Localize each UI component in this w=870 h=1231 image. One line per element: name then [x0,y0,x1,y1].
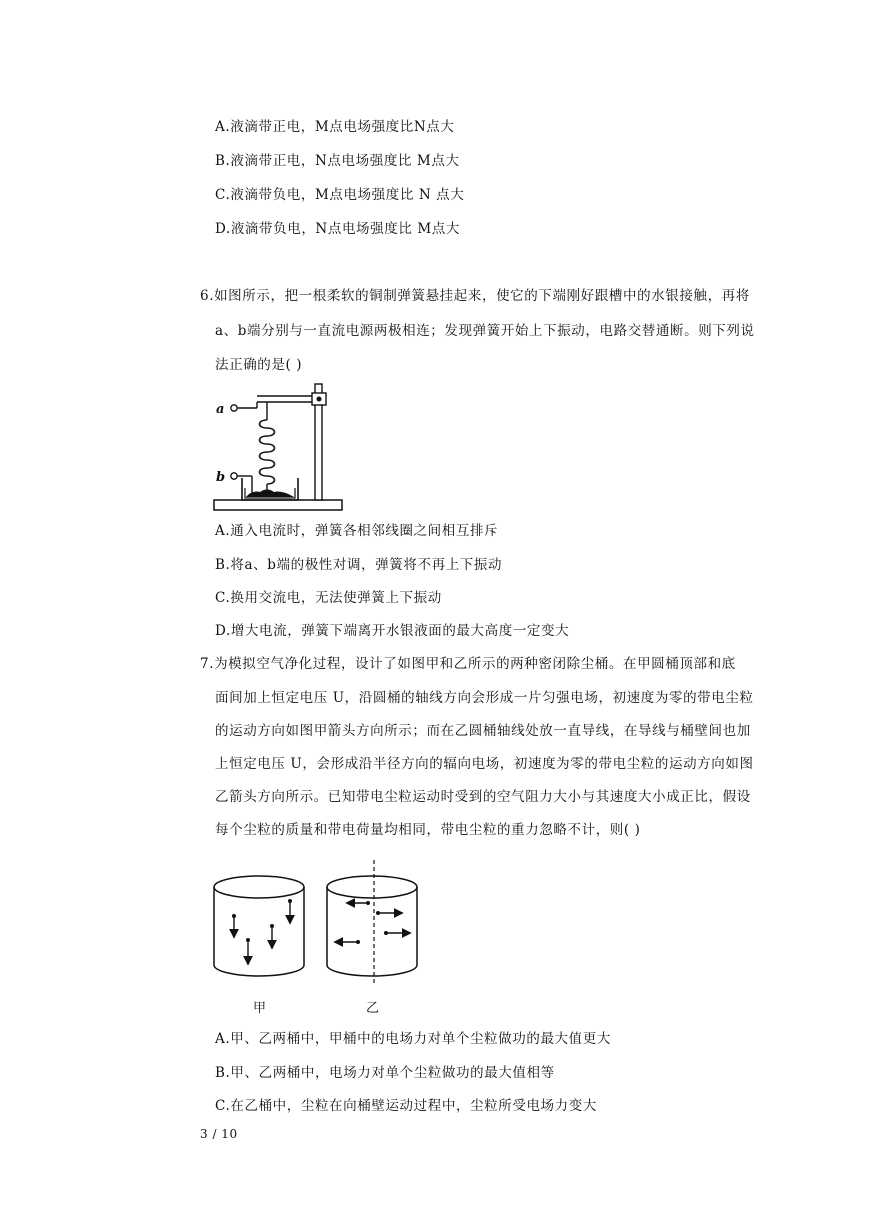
q7-stem-line-2: 面间加上恒定电压 U，沿圆桶的轴线方向会形成一片匀强电场，初速度为零的带电尘粒 [215,690,754,706]
q7-option-b: B.甲、乙两桶中，电场力对单个尘粒做功的最大值相等 [215,1065,555,1081]
dust-bucket-figures [210,860,430,985]
q7-stem-line-4: 上恒定电压 U，会形成沿半径方向的辐向电场，初速度为零的带电尘粒的运动方向如图 [215,756,754,772]
bucket-yi [327,860,417,985]
q6-option-c: C.换用交流电，无法使弹簧上下振动 [215,590,442,606]
bucket-jia [214,876,304,976]
figure-caption-jia: 甲 [253,1001,267,1016]
q6-stem-line-3: 法正确的是( ) [215,357,303,373]
q7-stem-line-1: 7.为模拟空气净化过程，设计了如图甲和乙所示的两种密闭除尘桶。在甲圆桶顶部和底 [200,656,736,672]
q6-option-b: B.将a、b端的极性对调，弹簧将不再上下振动 [215,557,503,573]
q6-option-a: A.通入电流时，弹簧各相邻线圈之间相互排斥 [215,523,499,539]
terminal-label-b: b [216,470,226,485]
q7-stem-line-6: 每个尘粒的质量和带电荷量均相同，带电尘粒的重力忽略不计，则( ) [215,822,641,838]
q7-option-c: C.在乙桶中，尘粒在向桶壁运动过程中，尘粒所受电场力变大 [215,1098,597,1114]
q7-stem-line-5: 乙箭头方向所示。已知带电尘粒运动时受到的空气阻力大小与其速度大小成正比，假设 [215,789,751,805]
figure-caption-yi: 乙 [366,1001,380,1016]
terminal-label-a: a [216,402,225,417]
q6-stem-line-1: 6.如图所示，把一根柔软的铜制弹簧悬挂起来，使它的下端刚好跟槽中的水银接触，再将 [200,288,750,304]
q5-option-b: B.液滴带正电，N点电场强度比 M点大 [215,153,460,169]
q7-option-a: A.甲、乙两桶中，甲桶中的电场力对单个尘粒做功的最大值更大 [215,1031,611,1047]
page-number: 3 / 10 [200,1127,238,1141]
q5-option-a: A.液滴带正电，M点电场强度比N点大 [215,119,455,135]
q6-option-d: D.增大电流，弹簧下端离开水银液面的最大高度一定变大 [215,623,570,639]
q5-option-d: D.液滴带负电，N点电场强度比 M点大 [215,221,460,237]
q7-stem-line-3: 的运动方向如图甲箭头方向所示；而在乙圆桶轴线处放一直导线，在导线与桶壁间也加 [215,723,751,739]
spring-apparatus-figure [212,378,347,518]
q6-stem-line-2: a、b端分别与一直流电源两极相连；发现弹簧开始上下振动，电路交替通断。则下列说 [215,323,755,339]
q5-option-c: C.液滴带负电，M点电场强度比 N 点大 [215,187,465,203]
